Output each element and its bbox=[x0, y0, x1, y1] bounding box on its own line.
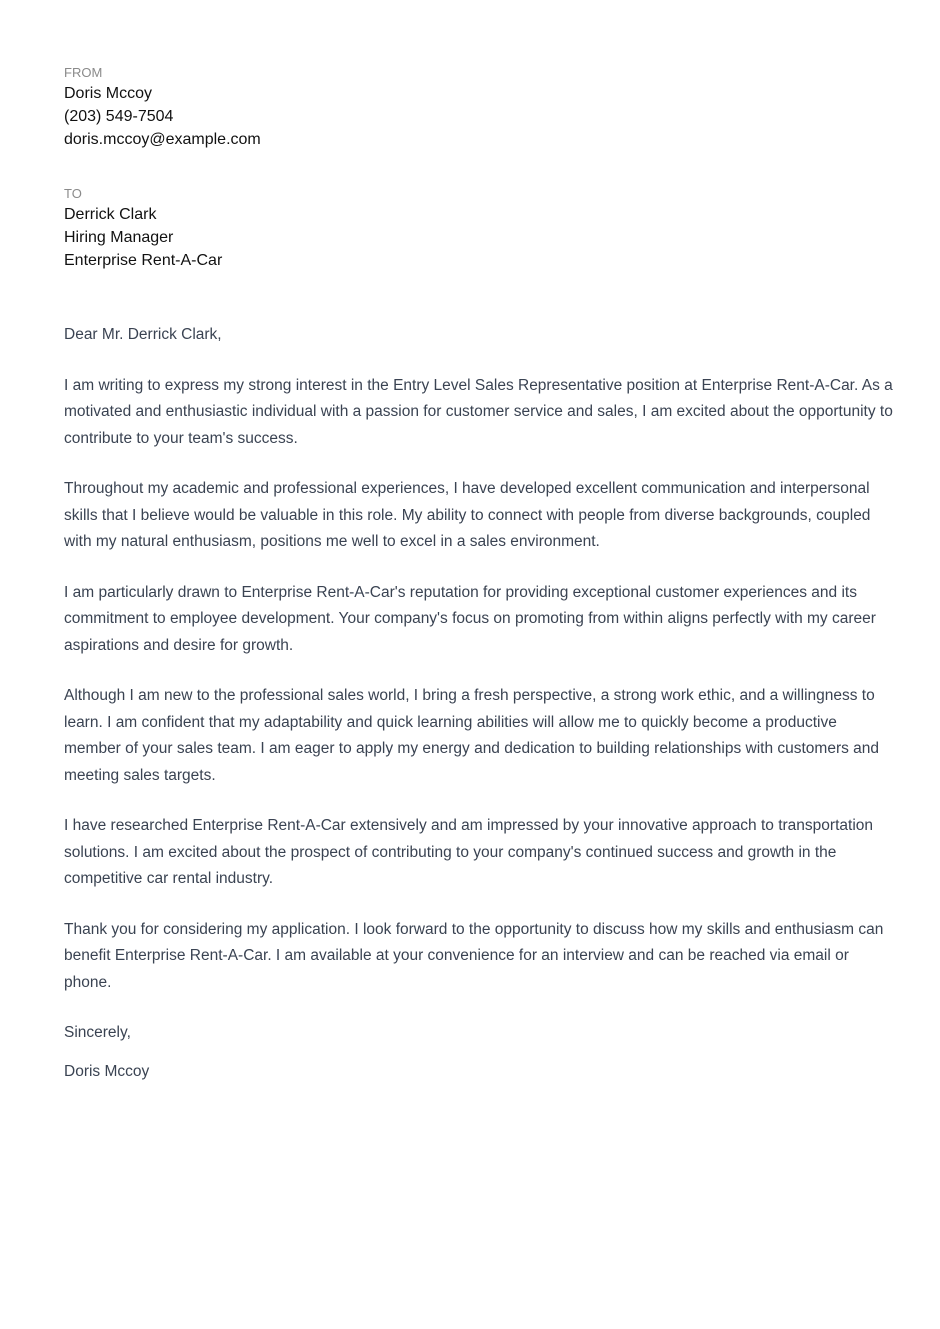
paragraph: Thank you for considering my application. I look forward to the opportunity to discuss how my skills and enthusiasm can benefit Enterprise Rent-A-Car. I am available at your convenience for an interview and can be reached via email or phone. bbox=[64, 920, 884, 991]
closing: Sincerely, bbox=[64, 1024, 131, 1041]
paragraph: I have researched Enterprise Rent-A-Car extensively and am impressed by your innovative approach to transportation solutions. I am excited about the prospect of contributing to your company's continued success and growth in the competitive car rental industry. bbox=[64, 817, 873, 887]
sender-name: Doris Mccoy bbox=[64, 85, 153, 102]
paragraph: I am particularly drawn to Enterprise Rent-A-Car's reputation for providing exceptional customer experiences and its commitment to employee development. Your company's focus on promoting from within aligns perfectly with my career aspirations and desire for growth. bbox=[64, 583, 876, 654]
paragraph: Although I am new to the professional sales world, I bring a fresh perspective, a strong work ethic, and a willingness to learn. I am confident that my adaptability and quick learning abilities will allow me to quickly become a productive member of your sales team. I am eager to apply my energy and dedication to building relationships with customers and meeting sales targets. bbox=[64, 687, 880, 784]
cover-letter bbox=[64, 64, 894, 1085]
paragraph: I am writing to express my strong interest in the Entry Level Sales Representative position at Enterprise Rent-A-Car. As a motivated and enthusiastic individual with a passion for customer service and sales, I am excited about the opportunity to contribute to your team's success. bbox=[64, 376, 893, 447]
from-label: FROM bbox=[64, 65, 103, 80]
recipient-company: Enterprise Rent-A-Car bbox=[64, 252, 223, 269]
signature: Doris Mccoy bbox=[64, 1062, 150, 1080]
recipient-title: Hiring Manager bbox=[64, 229, 174, 246]
recipient-block bbox=[64, 185, 894, 272]
sender-email: doris.mccoy@example.com bbox=[64, 131, 261, 148]
paragraph: Throughout my academic and professional experiences, I have developed excellent communication and interpersonal skills that I believe would be valuable in this role. My ability to connect with people from diverse backgrounds, coupled with my natural enthusiasm, positions me well to excel in a sales environment. bbox=[64, 480, 871, 550]
recipient-name: Derrick Clark bbox=[64, 206, 157, 223]
sender-phone: (203) 549-7504 bbox=[64, 108, 174, 125]
greeting: Dear Mr. Derrick Clark, bbox=[64, 326, 222, 343]
sender-block bbox=[64, 64, 894, 151]
to-label: TO bbox=[64, 186, 82, 201]
